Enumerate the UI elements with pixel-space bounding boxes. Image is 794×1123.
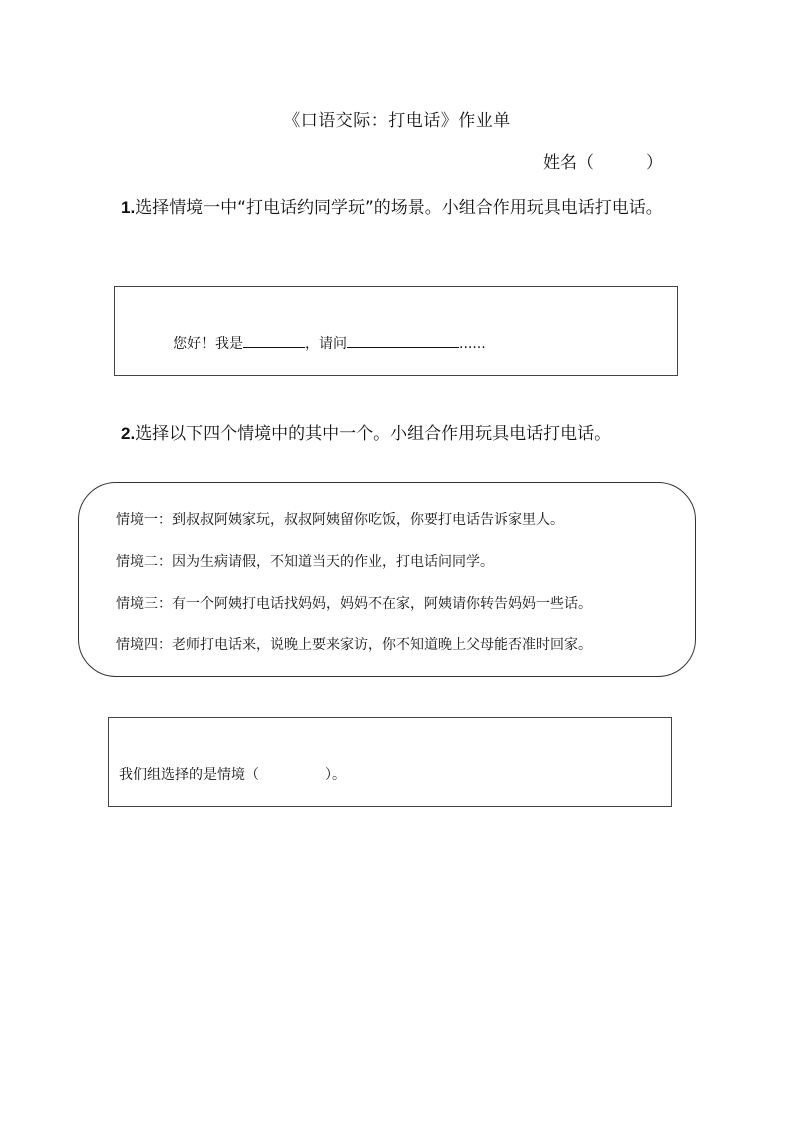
phone-script-line bbox=[173, 333, 486, 353]
scenario-1: 情境一：到叔叔阿姨家玩，叔叔阿姨留你吃饭，你要打电话告诉家里人。 bbox=[116, 512, 564, 528]
name-answer-blank[interactable] bbox=[243, 333, 305, 348]
phone-script-greeting: 您好！我是 bbox=[173, 336, 243, 352]
worksheet-title: 《口语交际：打电话》作业单 bbox=[283, 111, 511, 131]
scenario-4: 情境四：老师打电话来，说晚上要来家访，你不知道晚上父母能否准时回家。 bbox=[116, 637, 592, 653]
name-label: 姓名（ bbox=[543, 153, 594, 173]
question-2-number: 2. bbox=[121, 424, 136, 443]
name-close-paren: ） bbox=[646, 153, 663, 173]
group-choice-line bbox=[119, 764, 346, 784]
group-choice-prefix: 我们组选择的是情境（ bbox=[119, 767, 259, 783]
question-1-number: 1. bbox=[121, 198, 136, 217]
group-choice-suffix: ）。 bbox=[325, 767, 346, 783]
question-2-text: 选择以下四个情境中的其中一个。小组合作用玩具电话打电话。 bbox=[135, 424, 612, 444]
name-field bbox=[543, 148, 663, 173]
scenario-2: 情境二：因为生病请假，不知道当天的作业，打电话问同学。 bbox=[116, 554, 494, 570]
answer-box-1 bbox=[114, 286, 678, 376]
question-answer-blank[interactable] bbox=[347, 333, 459, 348]
scenario-3: 情境三：有一个阿姨打电话找妈妈，妈妈不在家，阿姨请你转告妈妈一些话。 bbox=[116, 596, 592, 612]
question-1-text: 选择情境一中“打电话约同学玩”的场景。小组合作用玩具电话打电话。 bbox=[135, 198, 663, 218]
phone-script-ellipsis: ...... bbox=[459, 336, 486, 352]
question-2 bbox=[121, 419, 611, 444]
phone-script-ask: ，请问 bbox=[305, 336, 347, 352]
question-1 bbox=[121, 190, 681, 226]
answer-box-2 bbox=[108, 717, 672, 807]
